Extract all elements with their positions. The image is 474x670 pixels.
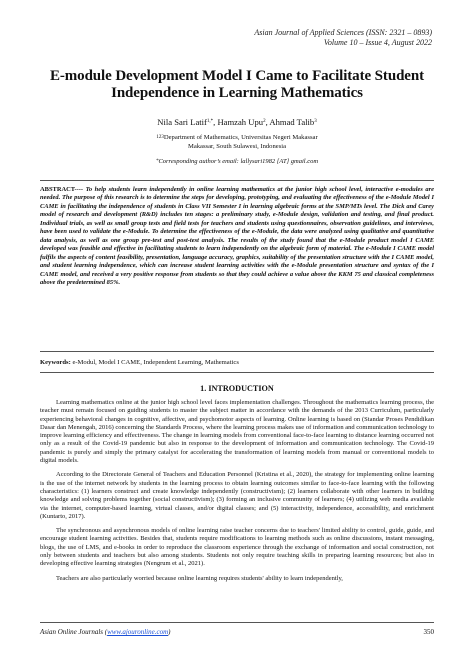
divider-abstract [40,351,434,352]
body-text [40,399,434,589]
keywords-label: Keywords: [40,359,71,366]
author-3: Ahmad Talib [269,117,315,127]
publisher-name: Asian Online Journals ( [40,628,108,636]
divider-keywords [40,372,434,373]
affiliation [40,133,434,151]
journal-website-link[interactable]: www.ajouronline.com [107,628,169,636]
affiliation-line-1: Department of Mathematics, Universitas Negeri Makassar [163,134,318,141]
journal-name-line: Asian Journal of Applied Sciences (ISSN: 2321 – 0893) [254,28,432,37]
abstract-text: To help students learn independently in online learning mathematics at the junior high school level, interactive e-modules are needed. The purpose of this research is to determine the steps for developing, prototyping, and evaluating the effectiveness of the e-Module Model I CAME in facilitating the independence of students in Class VII Semester I in learning algebraic forms at the SMP/MTs level. The Dick and Carey model of research and development (R&D) includes ten stages: a preliminary study, e-Module design, validation and testing, and final product. Individual trials, as well as small group tests and field tests for teachers and students using questionnaires, observation guidelines, and interviews, have been used to validate the e-Module. To determine the effectiveness of the e-Module, the data were analyzed using qualitative and quantitative data analysis, as well as one group pre-test and post-test analysis. The results of the study found that the e-Module product model I CAME developed was feasible and effective in facilitating students to learn independently on the algebraic form of material. The e-Module I CAME model fulfils the aspects of content feasibility, presentation, language accuracy, graphics, suitability of the presentation structure with the I CAME model, and student learning independence, which can increase student learning activities with the e-Module presentation structure and syntax of the I CAME model, and received a very positive response from students so that they could achieve a value above the KKM 75 and classical completeness above the predetermined 85%. [40,186,434,286]
author-3-sup: 3 [314,119,317,124]
paragraph-2: According to the Directorate General of Teachers and Education Personnel (Kristina et al., 2020), the strategy for implementing online learning is the use of the internet network by students in the learning process to obtain learning outcomes similar to face-to-face learning with the following characteristics: (1) learners construct and create knowledge independently (constructivism); (2) learners collaborate with other learners in building knowledge and solving problems together (social constructivism); (3) forming an inclusive community of learners; (4) utilizing web media available via the internet, computer-based learning, virtual classes, and/or digital classes; and (5) interactivity, independence, accessibility, and enrichment (Kuntarto, 2017). [40,471,434,520]
publisher-close: ) [168,628,171,636]
author-list: Nila Sari Latif$^{1,*}$, Hamzah Upu$^2$, Ahmad Talib$^3$ [157,117,317,127]
divider-top [40,180,434,181]
abstract [40,186,434,287]
paragraph-4: Teachers are also particularly worried because online learning requires students' ability to learn independently, [56,574,343,582]
author-2: Hamzah Upu [217,117,264,127]
author-1-sup: 1,* [206,119,214,124]
page-number: 350 [423,628,434,636]
title-line-1: E-module Development Model I Came to Facilitate Student [49,68,425,84]
abstract-heading: ABSTRACT---- [40,186,84,193]
corresponding-sup: * [155,159,159,164]
keywords-text: e-Modul, Model I CAME, Independent Learning, Mathematics [72,359,239,366]
keywords [40,358,434,367]
author-2-sup: 2 [263,119,266,124]
corresponding-author [40,157,434,166]
title-line-2: Independence in Learning Mathematics [111,85,363,101]
affiliation-line-2: Makassar, South Sulawesi, Indonesia [187,143,287,150]
article-title [40,68,434,102]
footer-publisher [40,628,170,637]
corresponding-email: Corresponding author’s email: lallysari1982 [AT] gmail.com [158,158,319,165]
paragraph-1: Learning mathematics online at the junior high school level faces implementation challenges. Throughout the mathematics learning process, the teacher must remain focused on guiding students to master the subject matter in accordance with the demands of the 2013 Curriculum, particularly experiencing behavioral changes in cognitive, affective, and psychomotor aspects of learning. Online learning is based on (Standar Proses Pendidikan Dasar dan Menengah, 2016) concerning the Standards Process, where the learning process makes use of information and communication technology to improve learning efficiency and effectiveness. The change in learning models from conventional face-to-face learning to distance learning occurred not only as a result of the Covid-19 pandemic but also in response to the development of information and communication technology. The Covid-19 pandemic is purely and simply the primary catalyst for accelerating the transformation of learning models from manual or conventional models to digital models. [40,399,434,465]
journal-header [254,28,432,48]
affiliation-sup: 123 [156,135,164,140]
divider-footer [40,622,434,623]
section-heading-introduction: 1. INTRODUCTION [200,384,274,393]
author-1: Nila Sari Latif [157,117,207,127]
issue-line: Volume 10 – Issue 4, August 2022 [323,38,432,47]
paragraph-3: The synchronous and asynchronous models of online learning raise teacher concerns due to teachers' limited ability to control, guide, guide, and encourage student learning activities. Besides that, students require modifications to learning methods such as online discussions, instant messaging, blogs, the use of LMS, and e-books in order to reproduce the classroom experience through the exchange of information and social construction, not only between students and teachers but also among students. Students not only require teaching skills in preparing learning resources; but also in developing effective learning strategies (Nengrum et al., 2021). [40,527,434,568]
